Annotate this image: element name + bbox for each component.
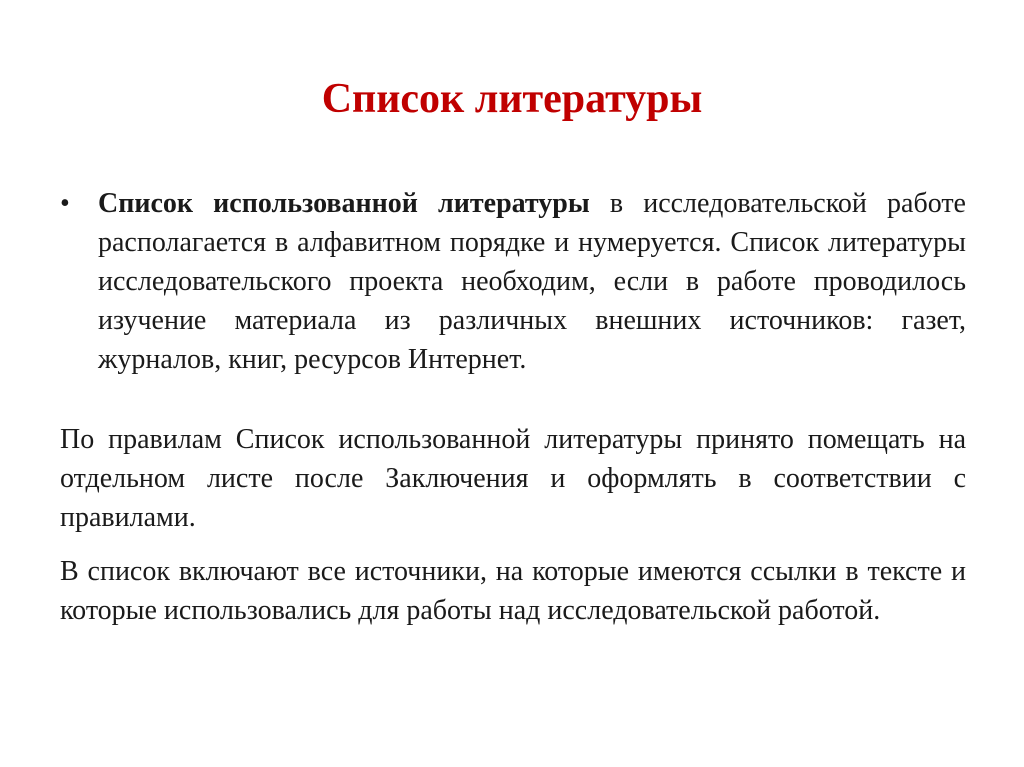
bullet-bold-lead: Список использованной литературы	[98, 188, 590, 219]
bullet-body: в исследовательской работе располагается в алфавитном порядке и нумеруется. Список литературы исследовательского проекта необходим, если в работе проводилось изучение материала из различных внешних источников: газет, журналов, книг, ресурсов Интернет.	[98, 188, 966, 375]
slide-title: Список литературы	[321, 76, 703, 122]
bullet-item	[60, 184, 966, 379]
bullet-marker: •	[60, 188, 70, 219]
paragraph-rules: По правилам Список использованной литературы принято помещать на отдельном листе после Заключения и оформлять в соответствии с правилами.	[60, 424, 966, 533]
paragraph-sources: В список включают все источники, на которые имеются ссылки в тексте и которые использовались для работы над исследовательской работой.	[60, 556, 966, 626]
bullet-text	[98, 184, 966, 379]
